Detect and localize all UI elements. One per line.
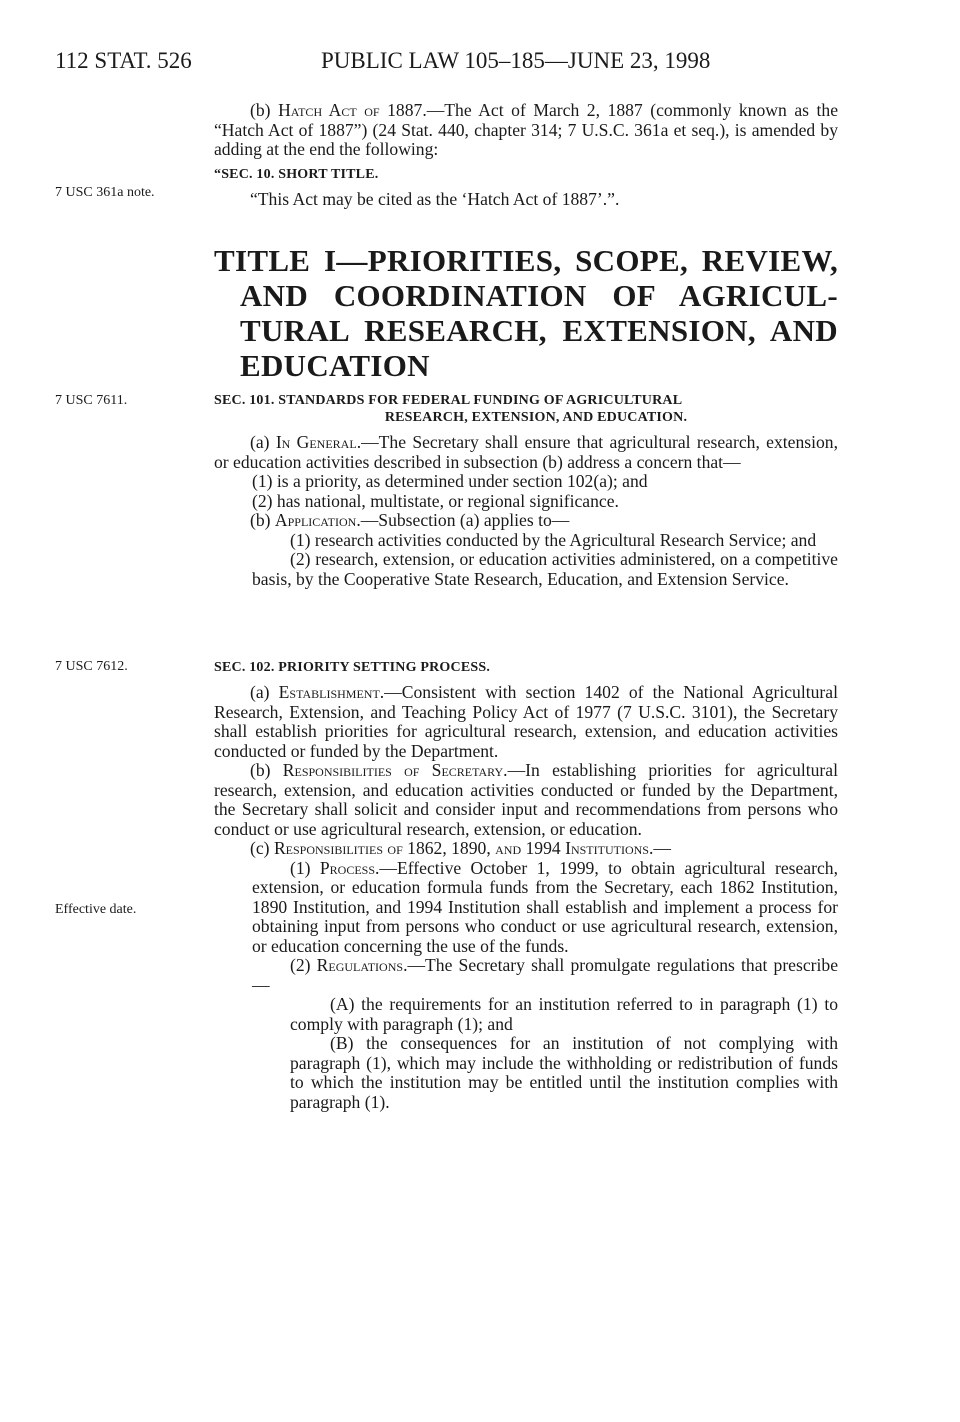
paragraph-lead: (b)	[250, 100, 279, 120]
hatch-act-paragraph	[214, 101, 838, 160]
section-101-subsection-a	[214, 433, 838, 472]
margin-note-usc-7611: 7 USC 7611.	[55, 393, 128, 408]
subsection-text: .—The Secretary shall ensure that agricultural research, extension, or education activities described in subsection (b) address a concern that—	[214, 432, 838, 472]
subsection-text: .—Consistent with section 1402 of the National Agricultural Research, Extension, and Teaching Policy Act of 1977 (7 U.S.C. 3101), the Secretary shall establish priorities for agricultural research, extension, and education activities conducted or funded by the Department.	[214, 682, 838, 761]
margin-note-effective-date: Effective date.	[55, 902, 137, 917]
title-line-3: TURAL RESEARCH, EXTENSION, AND	[240, 313, 838, 348]
paragraph-text: .—Effective October 1, 1999, to obtain agricultural research, extension, or education formula funds from the Secretary, each 1862 Institution, 1890 Institution, and 1994 Institution shall establish and implement a process for obtaining input from persons who conduct or use agricultural research, extension, or education concerning the use of the funds.	[252, 857, 838, 956]
section-101-a1: (1) is a priority, as determined under section 102(a); and	[252, 471, 648, 491]
paragraph-heading: Regulations	[316, 955, 404, 975]
hatch-act-text: .—The Act of March 2, 1887 (commonly known as the “Hatch Act of 1887”) (24 Stat. 440, chapter 314; 7 U.S.C. 361a et seq.), is amended by adding at the end the following:	[214, 100, 838, 159]
paragraph-lead: (1)	[290, 857, 320, 878]
short-title-heading: “SEC. 10. SHORT TITLE.	[214, 166, 379, 182]
subsection-text: .—Subsection (a) applies to—	[356, 510, 570, 530]
paragraph-lead: (a)	[250, 432, 276, 452]
subsection-heading: Responsibilities of 1862, 1890, and 1994 Institutions	[273, 838, 649, 858]
section-101-b1: (1) research activities conducted by the Agricultural Research Service; and	[290, 529, 817, 550]
section-102-subsection-b	[214, 761, 838, 839]
title-i-heading	[214, 243, 838, 383]
subsection-heading: Responsibilities of Secretary	[282, 760, 504, 780]
margin-note-usc-361a: 7 USC 361a note.	[55, 185, 155, 200]
section-102-subsection-a	[214, 683, 838, 761]
section-102	[214, 659, 838, 1112]
section-102-c2	[214, 956, 838, 995]
subsection-heading: Establishment	[278, 682, 380, 702]
section-101-subsection-b	[214, 511, 838, 531]
subsection-text: .—In establishing priorities for agricultural research, extension, and education activities conducted or funded by the Department, the Secretary shall solicit and consider input and recommendations from persons who conduct or use agricultural research, extension, or education.	[214, 760, 838, 839]
section-101-heading-line1: SEC. 101. STANDARDS FOR FEDERAL FUNDING OF AGRICULTURAL	[214, 393, 683, 408]
paragraph-heading: Process	[319, 857, 376, 878]
stat-page-number: 112 STAT. 526	[55, 48, 192, 73]
section-101	[214, 392, 838, 589]
subsection-heading: Application	[274, 510, 357, 530]
title-line-4: EDUCATION	[240, 348, 430, 383]
title-line-1: TITLE I—PRIORITIES, SCOPE, REVIEW,	[214, 243, 838, 278]
section-101-heading	[214, 392, 838, 426]
section-101-b2: (2) research, extension, or education activities administered, on a competitive basis, by the Cooperative State Research, Education, and Extension Service.	[252, 549, 838, 589]
section-102-subsection-c	[214, 839, 838, 859]
paragraph-lead: (2)	[290, 955, 317, 975]
section-102-heading: SEC. 102. PRIORITY SETTING PROCESS.	[214, 660, 491, 675]
paragraph-lead: (c)	[250, 838, 274, 858]
section-102-c2A: (A) the requirements for an institution referred to in paragraph (1) to comply with paragraph (1); and	[290, 994, 838, 1034]
running-header	[55, 48, 855, 88]
short-title-text: “This Act may be cited as the ‘Hatch Act of 1887’.”.	[250, 188, 620, 209]
subsection-heading: In General	[275, 432, 357, 452]
paragraph-lead: (b)	[250, 760, 283, 780]
hatch-act-amendment	[214, 101, 838, 209]
section-101-a2: (2) has national, multistate, or regional significance.	[252, 490, 619, 511]
section-102-c1	[214, 859, 838, 957]
section-101-heading-line2: RESEARCH, EXTENSION, AND EDUCATION.	[384, 410, 688, 425]
paragraph-lead: (a)	[250, 682, 279, 702]
subsection-text: .—	[648, 838, 671, 858]
section-102-c2B: (B) the consequences for an institution of not complying with paragraph (1), which may include the withholding or redistribution of funds to which the institution may be entitled until the institution complies with paragraph (1).	[290, 1033, 838, 1112]
margin-note-usc-7612: 7 USC 7612.	[55, 659, 128, 674]
title-line-2: AND COORDINATION OF AGRICUL-	[240, 278, 838, 313]
paragraph-text: .—The Secretary shall promulgate regulations that prescribe—	[252, 955, 838, 995]
public-law-header: PUBLIC LAW 105–185—JUNE 23, 1998	[321, 48, 711, 73]
paragraph-lead: (b)	[250, 510, 275, 530]
hatch-act-heading: Hatch Act of 1887	[278, 100, 423, 120]
